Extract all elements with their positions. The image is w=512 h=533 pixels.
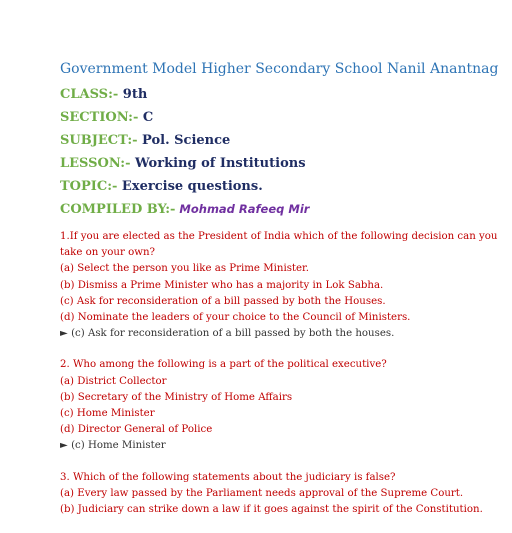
- subject-value: Pol. Science: [137, 133, 231, 148]
- document-page: [60, 60, 500, 533]
- class-value: 9th: [118, 87, 148, 102]
- answer-line: ► (c) Home Minister: [60, 440, 166, 452]
- option-c: (c) Home Minister: [60, 408, 155, 420]
- subject-row: [60, 129, 500, 152]
- topic-label: TOPIC:-: [60, 179, 118, 194]
- option-a: (a) Select the person you like as Prime Minister.: [60, 263, 310, 275]
- question-block: [60, 470, 500, 519]
- lesson-row: [60, 152, 500, 175]
- lesson-label: LESSON:-: [60, 156, 131, 171]
- answer-line: ► (c) Ask for reconsideration of a bill passed by both the houses.: [60, 328, 395, 340]
- question-text: 1.If you are elected as the President of India which of the following decision can you take on your own?: [60, 231, 498, 259]
- option-c: (c) Ask for reconsideration of a bill passed by both the Houses.: [60, 295, 386, 307]
- topic-row: [60, 175, 500, 198]
- questions-list: [60, 229, 500, 518]
- compiler-name: Mohmad Rafeeq Mir: [175, 202, 310, 216]
- school-name: Government Model Higher Secondary School Nanil Anantnag: [60, 61, 499, 77]
- option-b: (b) Judiciary can strike down a law if it goes against the spirit of the Constitution.: [60, 504, 483, 516]
- topic-value: Exercise questions.: [117, 179, 263, 194]
- class-row: [60, 83, 500, 106]
- compiled-by-row: [60, 198, 500, 221]
- option-d: (d) Director General of Police: [60, 424, 213, 436]
- question-text: 3. Which of the following statements about the judiciary is false?: [60, 471, 396, 483]
- option-d: (d) Nominate the leaders of your choice to the Council of Ministers.: [60, 312, 411, 324]
- section-value: C: [138, 110, 154, 125]
- question-block: [60, 229, 500, 342]
- section-label: SECTION:-: [60, 110, 139, 125]
- option-b: (b) Dismiss a Prime Minister who has a majority in Lok Sabha.: [60, 279, 384, 291]
- question-block: [60, 357, 500, 454]
- section-row: [60, 106, 500, 129]
- lesson-value: Working of Institutions: [130, 156, 306, 171]
- subject-label: SUBJECT:-: [60, 133, 138, 148]
- option-a: (a) District Collector: [60, 375, 167, 387]
- option-a: (a) Every law passed by the Parliament needs approval of the Supreme Court.: [60, 487, 464, 499]
- option-b: (b) Secretary of the Ministry of Home Affairs: [60, 391, 293, 403]
- meta-block: [60, 83, 500, 221]
- question-text: 2. Who among the following is a part of the political executive?: [60, 359, 387, 371]
- class-label: CLASS:-: [60, 87, 119, 102]
- compiled-by-label: COMPILED BY:-: [60, 202, 176, 217]
